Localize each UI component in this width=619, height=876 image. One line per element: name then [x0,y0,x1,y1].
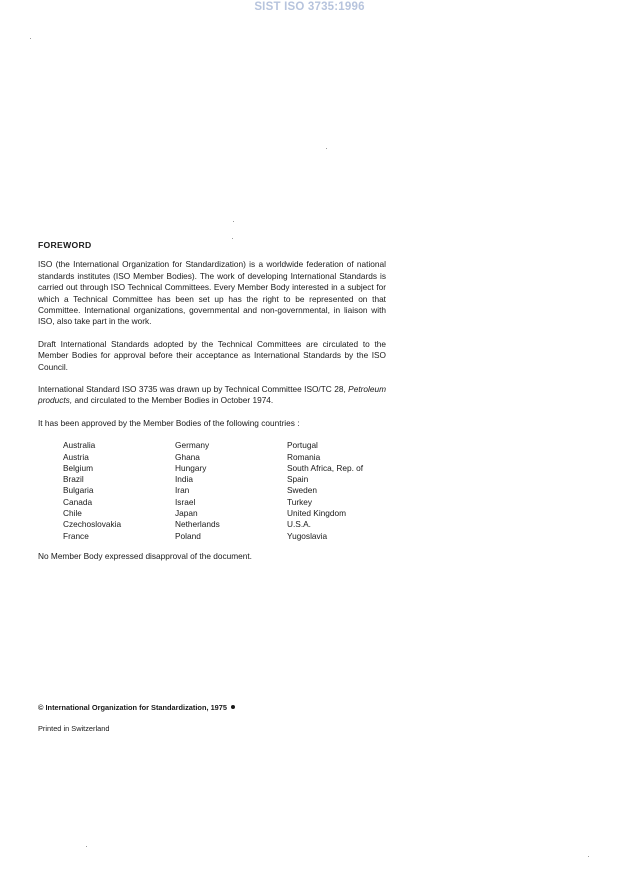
paragraph-3-text-before: International Standard ISO 3735 was drawn up by Technical Committee ISO/TC 28, [38,384,349,395]
country-list [63,440,411,542]
country-column-2 [175,440,287,542]
country-name: Belgium [63,462,93,473]
country-name: Austria [63,451,89,462]
country-name: Romania [287,451,321,462]
foreword-paragraph-1: ISO (the International Organization for Standardization) is a worldwide federation of national standards institutes (ISO Member Bodies). The work of developing International Standards is carried out through ISO Technical Committees. Every Member Body interested in a subject for which a Technical Committee has been set up has the right to be represented on that Committee. International organizations, governmental and non-governmental, in liaison with ISO, also take part in the work. [38,259,386,327]
approval-intro: It has been approved by the Member Bodies of the following countries : [38,417,300,428]
country-name: Poland [175,530,201,541]
document-watermark: SIST ISO 3735:1996 [254,1,365,13]
bullet-dot-icon [231,705,235,709]
country-name: United Kingdom [287,508,347,519]
country-name: Israel [175,496,196,507]
scan-speck [588,856,589,857]
country-name: India [175,474,193,485]
scan-speck [86,846,87,847]
copyright-text: © International Organization for Standardization, 1975 [38,703,228,712]
printed-in-line: Printed in Switzerland [38,724,110,733]
country-name: Brazil [63,474,84,485]
foreword-section [38,240,386,562]
country-name: Japan [175,508,198,519]
foreword-paragraph-2: Draft International Standards adopted by the Technical Committees are circulated to the Member Bodies for approval before their acceptance as International Standards by the ISO Council. [38,338,386,372]
committee-title: Petroleum products, [38,384,386,406]
country-name: Australia [63,440,96,451]
disapproval-note: No Member Body expressed disapproval of the document. [38,550,252,561]
country-name: Sweden [287,485,317,496]
foreword-paragraph-3 [38,384,386,407]
country-name: South Africa, Rep. of [287,462,364,473]
scan-speck [30,38,31,39]
paragraph-3-text-after: and circulated to the Member Bodies in October 1974. [72,395,274,406]
country-name: Netherlands [175,519,220,530]
country-name: Portugal [287,440,318,451]
copyright-line [38,703,235,713]
scan-speck [232,238,233,239]
country-name: Bulgaria [63,485,94,496]
country-name: Germany [175,440,210,451]
country-column-1 [63,440,175,542]
scan-speck [233,221,234,222]
country-name: Czechoslovakia [63,519,122,530]
country-name: Iran [175,485,190,496]
country-name: Spain [287,474,309,485]
page-footer [38,703,235,734]
country-name: France [63,530,89,541]
scan-speck [326,148,327,149]
country-name: Canada [63,496,93,507]
country-column-3 [287,440,411,542]
foreword-heading: FOREWORD [38,240,92,250]
country-name: Turkey [287,496,313,507]
country-name: Yugoslavia [287,530,328,541]
country-name: Chile [63,508,82,519]
country-name: Ghana [175,451,200,462]
country-name: U.S.A. [287,519,311,530]
country-name: Hungary [175,462,207,473]
